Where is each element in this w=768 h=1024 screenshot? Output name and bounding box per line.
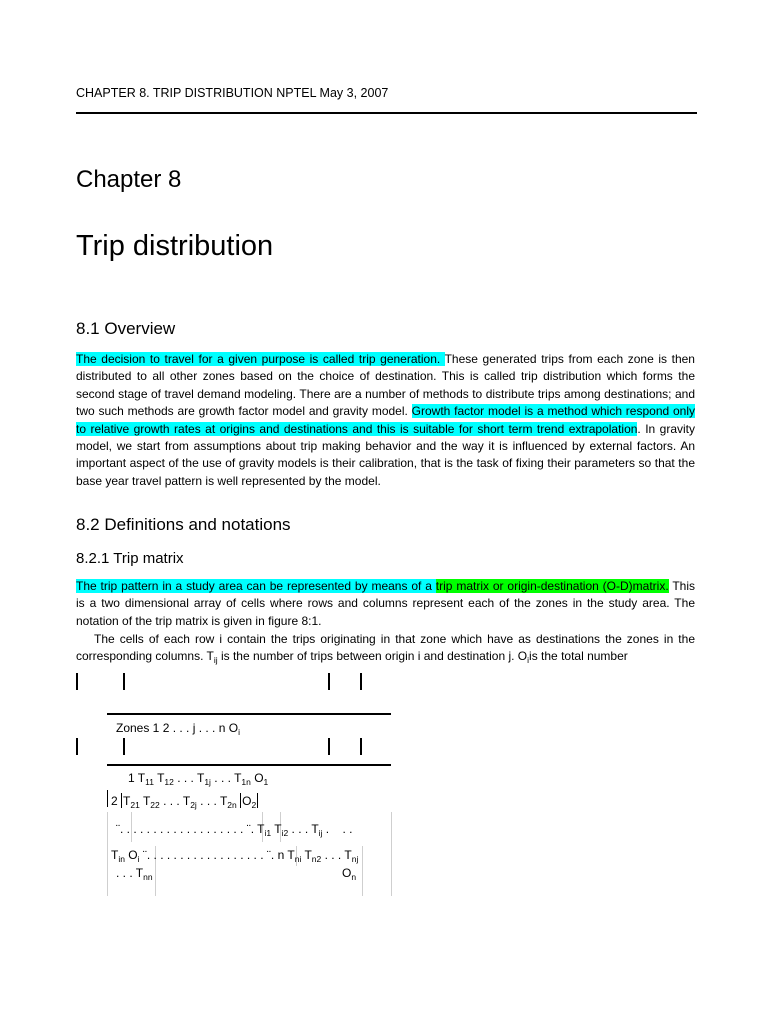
p2-text-b: is the number of trips between origin i and destination j. O [217, 649, 528, 664]
matrix-row-3: ¨. . . . . . . . . . . . . . . . . . . ¨. $T_{i1}$ $T_{i2}$ . . . $T_{ij}$ . . . [116, 822, 353, 838]
matrix-rule-top [107, 713, 391, 715]
matrix-thin-rule [362, 846, 363, 896]
chapter-title: Trip distribution [76, 230, 274, 262]
p2-text-a: The cells of each row i contain the trips originating in that zone which have as destinations the zones in the corresponding columns. T [76, 632, 695, 664]
section-heading-definitions: 8.2 Definitions and notations [76, 515, 291, 534]
overview-text-2: . In gravity model, we start from assumptions about trip making behavior and the way it is influenced by external factors. An important aspect of the use of gravity models is their calibration, that is the task of fixing their parameters so that the base year travel pattern is well represented by the model. [76, 421, 695, 488]
matrix-header-row: Zones 1 2 . . . j . . . n $O_i$ [116, 721, 240, 737]
chapter-label: Chapter 8 [76, 166, 182, 193]
matrix-bar [76, 738, 78, 755]
matrix-row-1: 1 $T_{11}$ $T_{12}$ . . . $T_{1j}$ . . . $T_{1n}$ $O_1$ [128, 771, 269, 787]
matrix-row-4: $T_{in}$ $O_i$ ¨. . . . . . . . . . . . . . . . . . ¨. n $T_{ni}$ $T_{n2}$ . . . $T_{nj}$ [111, 848, 359, 864]
highlight-od-matrix: trip matrix or origin-destination (O-D)matrix. [435, 579, 669, 593]
matrix-bar [257, 793, 258, 808]
matrix-bar [121, 793, 122, 808]
matrix-bar [328, 673, 330, 690]
matrix-bar [240, 793, 241, 808]
highlight-trip-generation: The decision to travel for a given purpose is called trip generation. [76, 352, 445, 366]
trip-matrix-text-1: This is a two dimensional array of cells where rows and columns represent each of the zones in the study area. The notation of the trip matrix is given in figure 8:1. [76, 579, 695, 628]
matrix-rule-bottom [107, 764, 391, 766]
highlight-growth-factor: Growth factor model is a method which respond only to relative growth rates at origins and destinations and this is suitable for short term trend extrapolation [76, 404, 696, 436]
running-head: CHAPTER 8. TRIP DISTRIBUTION NPTEL May 3, 2007 [76, 86, 389, 100]
matrix-thin-rule [391, 812, 392, 896]
matrix-bar [107, 790, 108, 807]
highlight-trip-pattern: The trip pattern in a study area can be represented by means of a [76, 579, 436, 593]
matrix-bar [76, 673, 78, 690]
p2-sub-i: i [527, 655, 530, 666]
p2-text-c: is the total number [529, 649, 628, 664]
trip-matrix-paragraph [76, 578, 695, 630]
matrix-bar [123, 738, 125, 755]
matrix-row-5-left: . . . $T_{nn}$ [116, 866, 153, 882]
matrix-bar [360, 673, 362, 690]
p2-sub-ij: ij [213, 655, 218, 666]
matrix-bar [328, 738, 330, 755]
matrix-bar [123, 673, 125, 690]
matrix-row-2: 2 $T_{21}$ $T_{22}$ . . . $T_{2j}$ . . . $T_{2n}$ $O_2$ [111, 794, 257, 810]
matrix-bar [360, 738, 362, 755]
trip-matrix-paragraph-2 [76, 631, 695, 666]
subsection-heading-trip-matrix: 8.2.1 Trip matrix [76, 550, 184, 567]
matrix-row-5-right: $O_n$ [342, 866, 357, 882]
matrix-thin-rule [107, 812, 108, 896]
overview-text-1: These generated trips from each zone is then distributed to all other zones based on the choice of destination. This is called trip distribution which forms the second stage of travel demand modeling. There are a number of methods to distribute trips among destinations; and two such methods are growth factor model and gravity model. [76, 352, 695, 419]
header-rule [76, 112, 697, 114]
overview-paragraph [76, 351, 695, 490]
section-heading-overview: 8.1 Overview [76, 319, 176, 338]
